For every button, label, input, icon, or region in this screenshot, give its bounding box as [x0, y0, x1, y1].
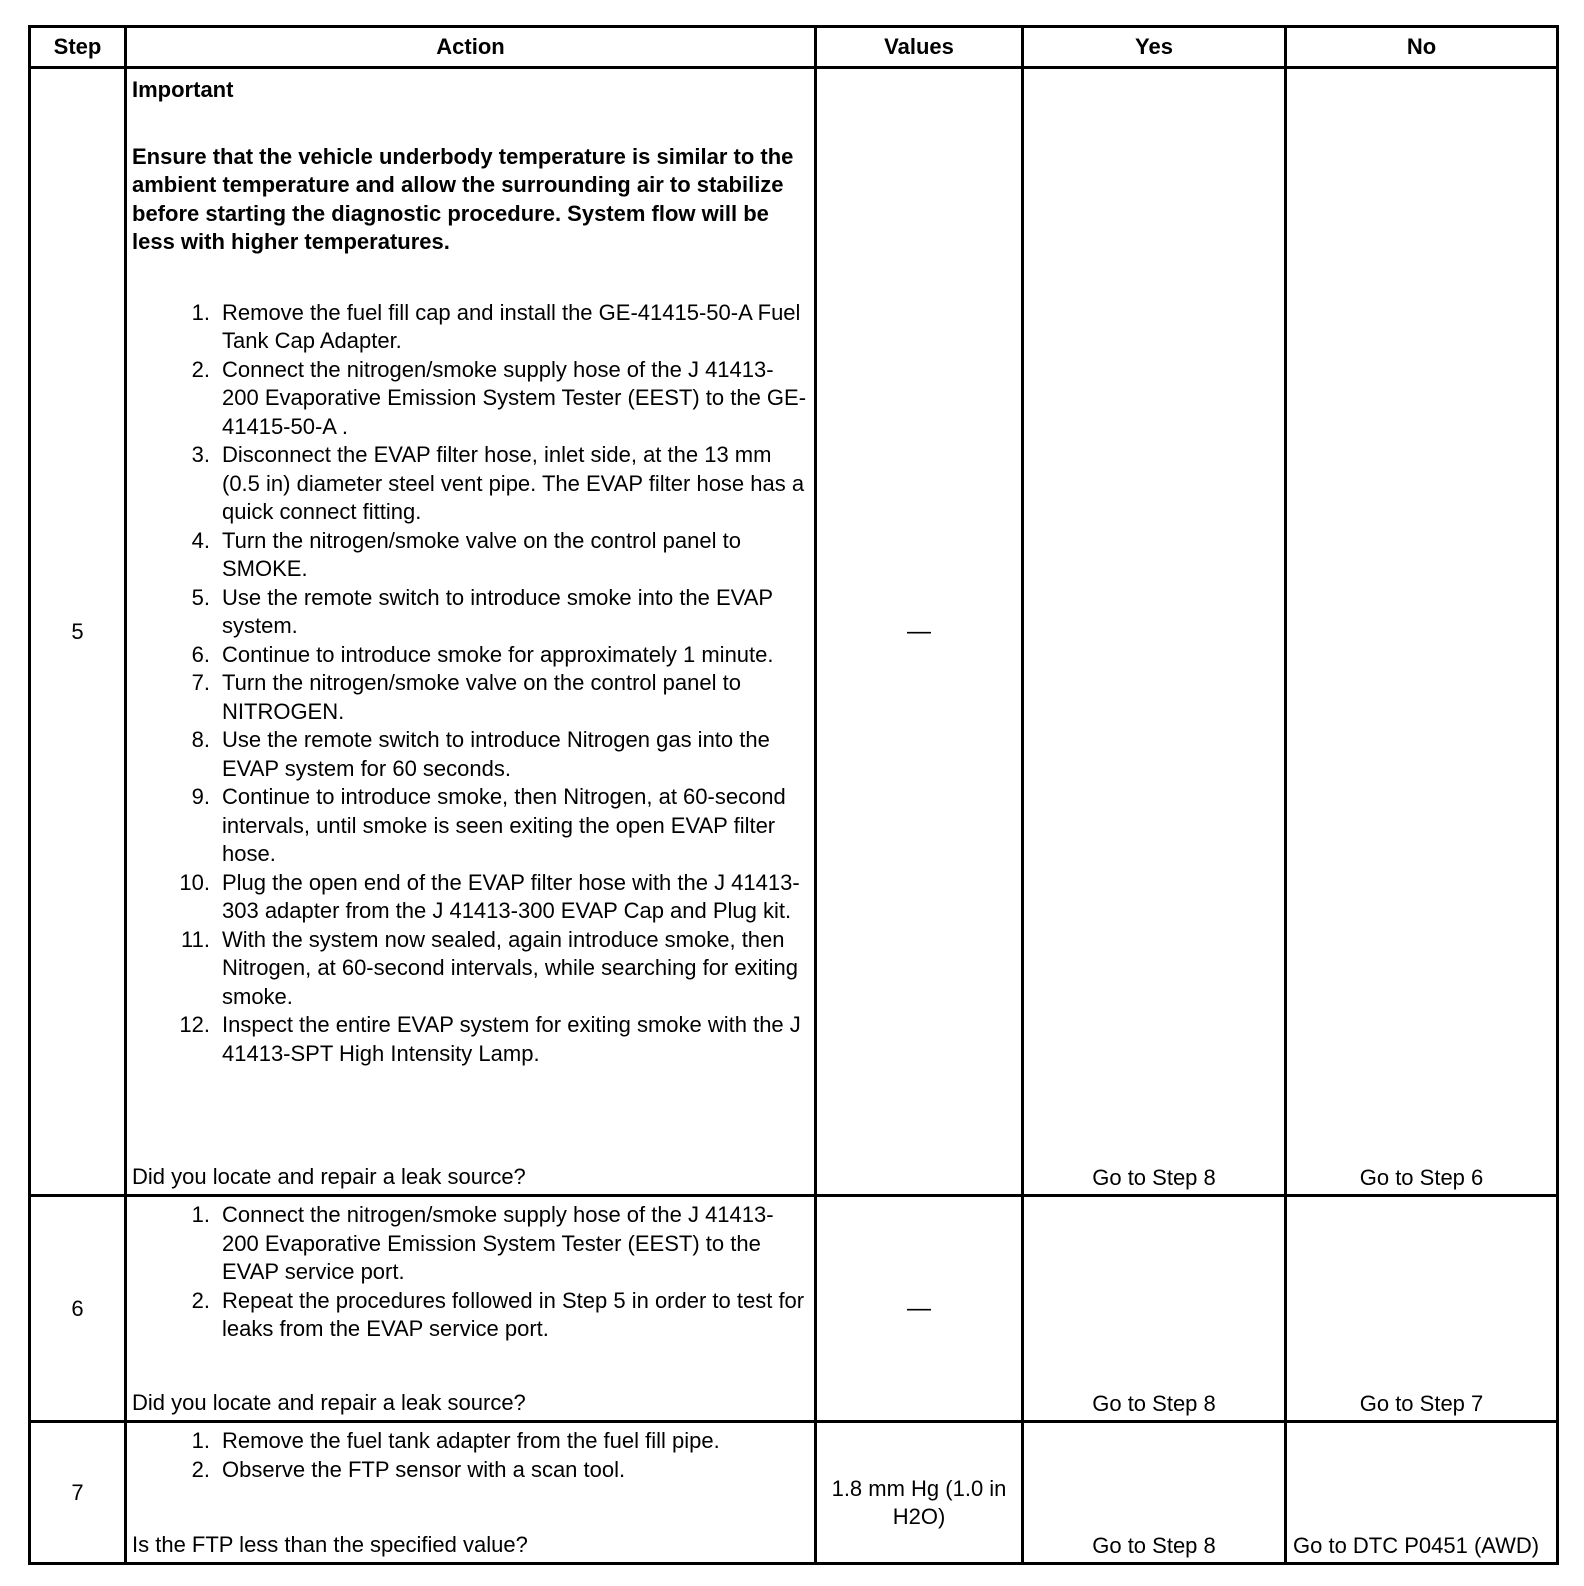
- action-cell: [126, 68, 816, 1196]
- list-item: 2. Repeat the procedures followed in Step 5 in order to test for leaks from the EVAP service port.: [191, 1287, 805, 1341]
- values-text: —: [907, 1294, 931, 1322]
- yes-cell: Go to Step 8: [1023, 1422, 1286, 1564]
- values-text: —: [907, 617, 931, 645]
- list-item: 10. Plug the open end of the EVAP filter hose with the J 41413-303 adapter from the J 41413-300 EVAP Cap and Plug kit.: [179, 869, 800, 923]
- yes-cell: Go to Step 8: [1023, 68, 1286, 1196]
- header-step: Step: [30, 27, 126, 68]
- table-row-step-5: [30, 68, 1558, 1196]
- header-values: Values: [816, 27, 1023, 68]
- question-text: Did you locate and repair a leak source?: [132, 1389, 526, 1415]
- important-title: Important: [132, 77, 234, 102]
- list-item: 11. With the system now sealed, again introduce smoke, then Nitrogen, at 60-second intervals, while searching for exiting smoke.: [181, 926, 798, 1009]
- step-number: 7: [30, 1422, 126, 1564]
- header-row: [30, 27, 1558, 68]
- procedure-list: [132, 1201, 810, 1344]
- list-item: 4. Turn the nitrogen/smoke valve on the control panel to SMOKE.: [191, 527, 741, 581]
- list-item: 1. Remove the fuel tank adapter from the fuel fill pipe.: [191, 1428, 720, 1453]
- list-item: 8. Use the remote switch to introduce Nitrogen gas into the EVAP system for 60 seconds.: [191, 727, 770, 781]
- no-cell: Go to Step 6: [1286, 68, 1558, 1196]
- important-body: Ensure that the vehicle underbody temperature is similar to the ambient temperature and allow the surrounding air to stabilize before starting the diagnostic procedure. System flow will be less with higher temperatures.: [132, 143, 794, 254]
- table-row-step-6: [30, 1196, 1558, 1422]
- no-cell: Go to Step 7: [1286, 1196, 1558, 1422]
- step-number: 6: [30, 1196, 126, 1422]
- yes-cell: Go to Step 8: [1023, 1196, 1286, 1422]
- values-text: 1.8 mm Hg (1.0 in H2O): [831, 1475, 1007, 1529]
- step-number: 5: [30, 68, 126, 1196]
- list-item: 6. Continue to introduce smoke for approximately 1 minute.: [191, 641, 774, 667]
- action-cell: [126, 1196, 816, 1422]
- header-no: No: [1286, 27, 1558, 68]
- procedure-list: [132, 1427, 810, 1484]
- list-item: 9. Continue to introduce smoke, then Nitrogen, at 60-second intervals, until smoke is seen exiting the open EVAP filter hose.: [191, 784, 786, 866]
- header-yes: Yes: [1023, 27, 1286, 68]
- question-text: Did you locate and repair a leak source?: [132, 1163, 526, 1189]
- table-row-step-7: [30, 1422, 1558, 1564]
- list-item: 5. Use the remote switch to introduce smoke into the EVAP system.: [191, 584, 773, 638]
- list-item: 1. Remove the fuel fill cap and install the GE-41415-50-A Fuel Tank Cap Adapter.: [191, 299, 801, 353]
- list-item: 2. Connect the nitrogen/smoke supply hose of the J 41413-200 Evaporative Emission System Tester (EEST) to the GE-41415-50-A .: [191, 356, 807, 439]
- values-cell: [816, 1196, 1023, 1422]
- procedure-list: [132, 299, 810, 1069]
- diagnostic-table: [28, 25, 1559, 1565]
- list-item: 1. Connect the nitrogen/smoke supply hose of the J 41413-200 Evaporative Emission System Tester (EEST) to the EVAP service port.: [191, 1202, 774, 1284]
- list-item: 3. Disconnect the EVAP filter hose, inlet side, at the 13 mm (0.5 in) diameter steel vent pipe. The EVAP filter hose has a quick connect fitting.: [191, 442, 805, 524]
- question-text: Is the FTP less than the specified value?: [132, 1531, 528, 1557]
- list-item: 2. Observe the FTP sensor with a scan tool.: [191, 1456, 626, 1482]
- values-cell: [816, 1422, 1023, 1564]
- list-item: 12. Inspect the entire EVAP system for exiting smoke with the J 41413-SPT High Intensity Lamp.: [179, 1012, 801, 1066]
- list-item: 7. Turn the nitrogen/smoke valve on the control panel to NITROGEN.: [191, 670, 741, 724]
- no-cell: Go to DTC P0451 (AWD): [1286, 1422, 1558, 1564]
- values-cell: [816, 68, 1023, 1196]
- action-cell: [126, 1422, 816, 1564]
- header-action: Action: [126, 27, 816, 68]
